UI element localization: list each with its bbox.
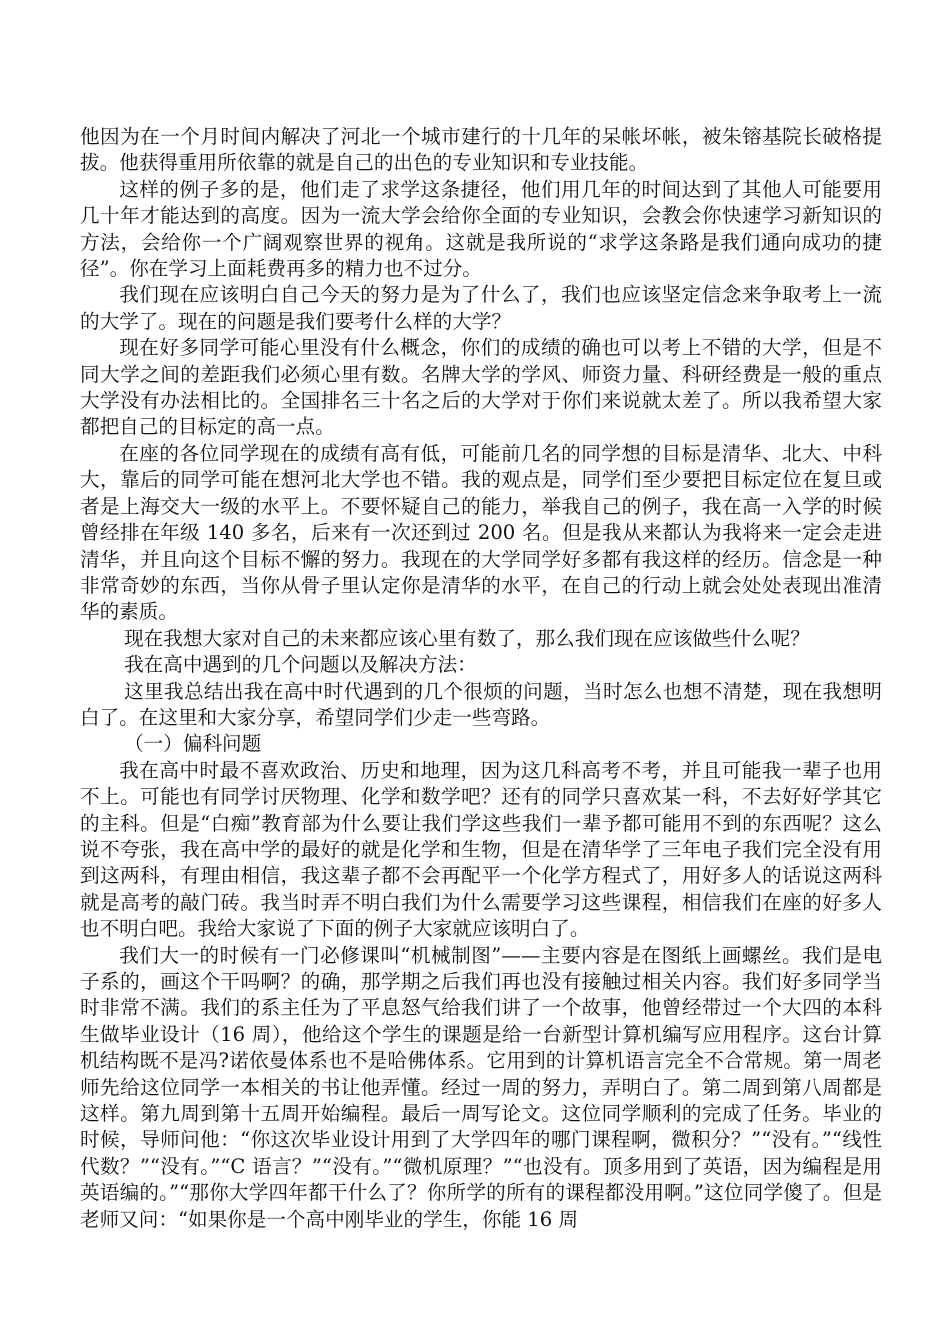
paragraph-6: 现在我想大家对自己的未来都应该心里有数了，那么我们现在应该做些什么呢？ [124,626,810,650]
paragraph-9: 我在高中时最不喜欢政治、历史和地理，因为这几科高考不考，并且可能我一辈子也用不上。可能也有同学讨厌物理、化学和数学吧？还有的同学只喜欢某一科，不去好好学其它的主科。但是“白痴”教育部为什么要让我们学这些我们一辈予都可能用不到的东西呢？这么说不夸张，我在高中学的最好的就是化学和生物，但是在清华学了三年电子我们完全没有用到这两科，有理由相信，我这辈子都不会再配平一个化学方程式了，用好多人的话说这两科就是高考的敲门砖。我当时弄不明白我们为什么需要学习这些课程，相信我们在座的好多人也不明白吧。我给大家说了下面的例子大家就应该明白了。 [80,758,882,941]
paragraph-4: 现在好多同学可能心里没有什么概念，你们的成绩的确也可以考上不错的大学，但是不同大学之间的差距我们必须心里有数。名牌大学的学风、师资力量、科研经费是一般的重点大学没有办法相比的。全国排名三十名之后的大学对于你们来说就太差了。所以我希望大家都把自己的目标定的高一点。 [80,336,882,439]
paragraph-3: 我们现在应该明白自己今天的努力是为了什么了，我们也应该坚定信念来争取考上一流的大学了。现在的问题是我们要考什么样的大学？ [80,283,882,333]
section-heading: （一）偏科问题 [124,732,262,756]
paragraph-7: 我在高中遇到的几个问题以及解决方法： [124,653,477,677]
paragraph-2: 这样的例子多的是，他们走了求学这条捷径，他们用几年的时间达到了其他人可能要用几十年才能达到的高度。因为一流大学会给你全面的专业知识，会教会你快速学习新知识的方法，会给你一个广阔观察世界的视角。这就是我所说的“求学这条路是我们通向成功的捷径”。你在学习上面耗费再多的精力也不过分。 [80,177,882,281]
paragraph-1: 他因为在一个月时间内解决了河北一个城市建行的十几年的呆帐坏帐，被朱镕基院长破格提拔。他获得重用所依靠的就是自己的出色的专业知识和专业技能。 [80,125,882,175]
paragraph-10: 我们大一的时候有一门必修课叫“机械制图”——主要内容是在图纸上画螺丝。我们是电子系的，画这个干吗啊？的确，那学期之后我们再也没有接触过相关内容。我们好多同学当时非常不满。我们的系主任为了平息怒气给我们讲了一个故事，他曾经带过一个大四的本科生做毕业设计（16 周），他给这个学生的课题是给一台新型计算机编写应用程序。这台计算机结构既不是冯?诺依曼体系也不是哈佛体系。它用到的计算机语言完全不合常规。第一周老师先给这位同学一本相关的书让他弄懂。经过一周的努力，弄明白了。第二周到第八周都是这样。第九周到第十五周开始编程。最后一周写论文。这位同学顺利的完成了任务。毕业的时候，导师问他：“你这次毕业设计用到了大学四年的哪门课程啊，微积分？”“没有。”“线性代数？”“没有。”“C 语言？”“没有。”“微机原理？”“也没有。顶多用到了英语，因为编程是用英语编的。”“那你大学四年都干什么了？你所学的所有的课程都没用啊。”这位同学傻了。但是老师又问：“如果你是一个高中刚毕业的学生，你能 16 周 [80,943,882,1231]
paragraph-8: 这里我总结出我在高中时代遇到的几个很烦的问题，当时怎么也想不清楚，现在我想明白了。在这里和大家分享，希望同学们少走一些弯路。 [80,679,882,729]
paragraph-5: 在座的各位同学现在的成绩有高有低，可能前几名的同学想的目标是清华、北大、中科大，靠后的同学可能在想河北大学也不错。我的观点是，同学们至少要把目标定位在复旦或者是上海交大一级的水平上。不要怀疑自己的能力，举我自己的例子，我在高一入学的时候曾经排在年级 140 多名，后来有一次还到过 200 名。但是我从来都认为我将来一定会走进清华，并且向这个目标不懈的努力。我现在的大学同学好多都有我这样的经历。信念是一种非常奇妙的东西，当你从骨子里认定你是清华的水平，在自己的行动上就会处处表现出准清华的素质。 [80,441,882,624]
document-page [80,124,882,1233]
